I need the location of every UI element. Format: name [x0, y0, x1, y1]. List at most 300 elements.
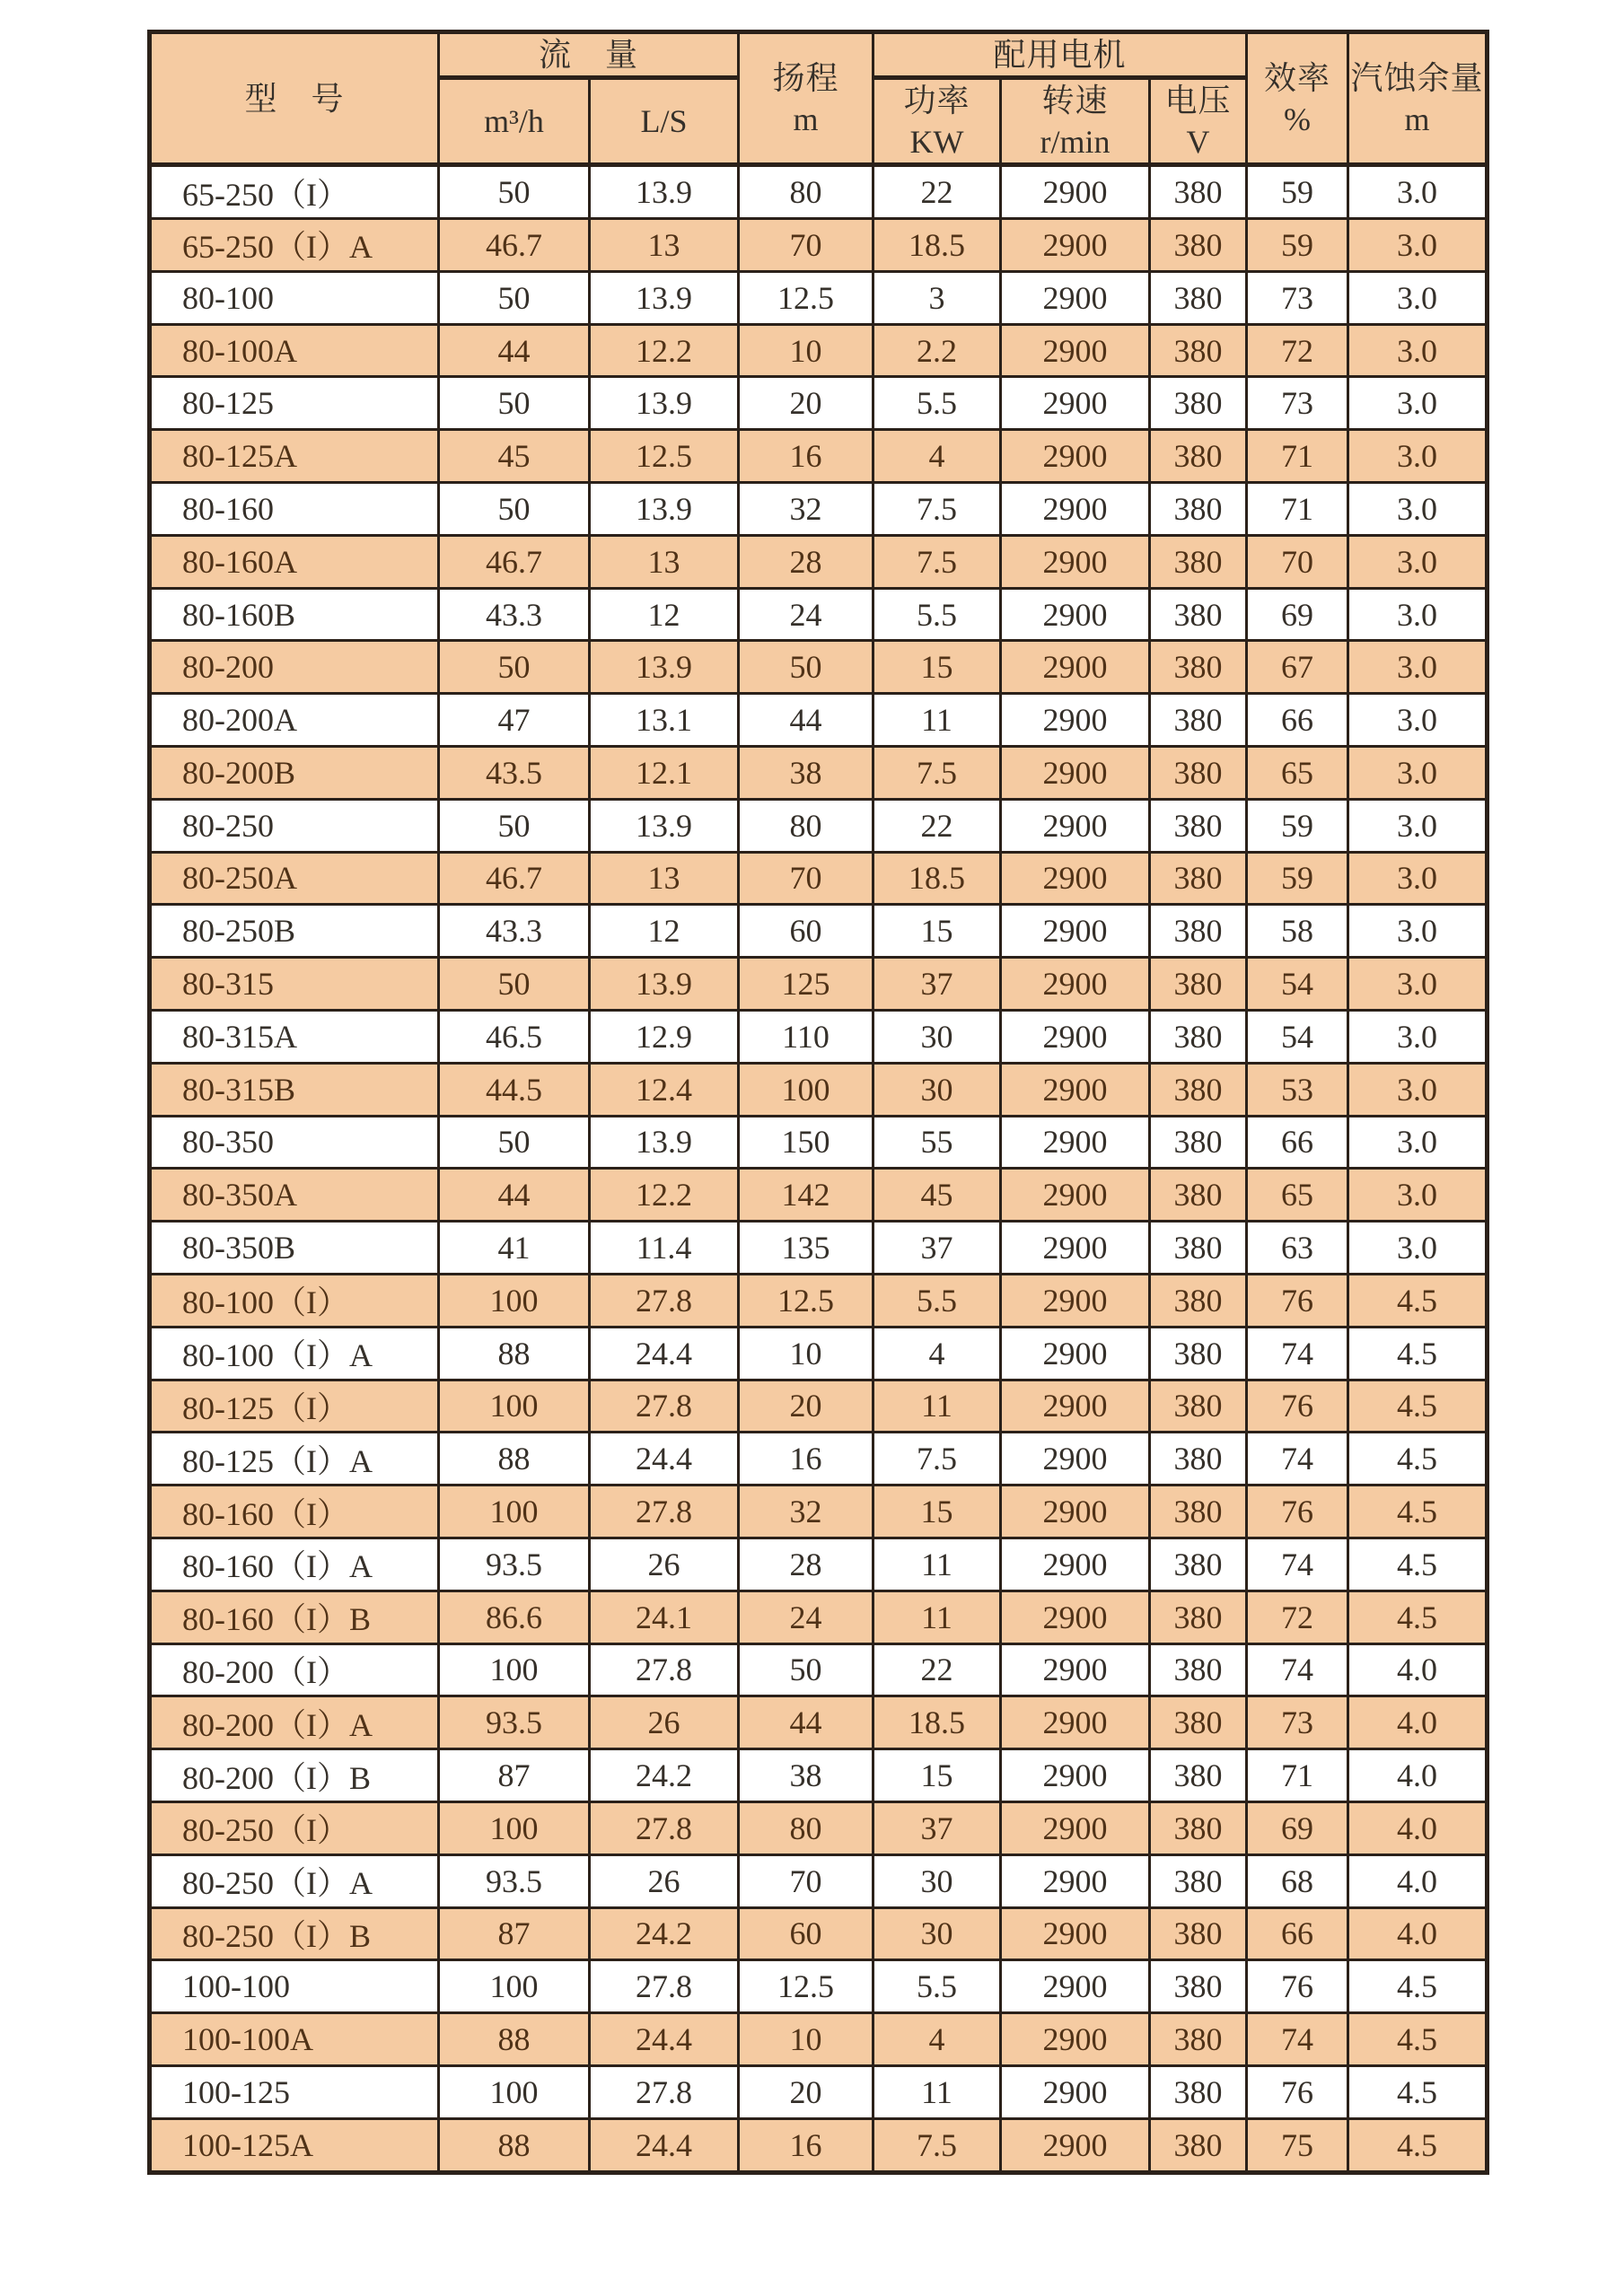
- value-cell: 15: [873, 905, 1001, 958]
- table-row: [150, 852, 1488, 905]
- value-cell: 4: [873, 430, 1001, 483]
- value-cell: 5.5: [873, 1960, 1001, 2013]
- value-cell: 22: [873, 165, 1001, 219]
- value-cell: 86.6: [439, 1591, 590, 1643]
- header-power-label: 功率: [903, 83, 970, 119]
- model-cell: 80-250: [150, 799, 439, 852]
- value-cell: 142: [739, 1169, 873, 1222]
- value-cell: 65: [1247, 747, 1348, 800]
- model-cell: 80-200（I）A: [150, 1696, 439, 1749]
- value-cell: 4.5: [1348, 1591, 1488, 1643]
- value-cell: 380: [1150, 483, 1247, 536]
- table-row: [150, 1274, 1488, 1327]
- value-cell: 43.5: [439, 747, 590, 800]
- value-cell: 380: [1150, 694, 1247, 747]
- value-cell: 80: [739, 165, 873, 219]
- value-cell: 88: [439, 2013, 590, 2066]
- value-cell: 3.0: [1348, 1222, 1488, 1275]
- value-cell: 10: [739, 1327, 873, 1380]
- value-cell: 100: [439, 1643, 590, 1696]
- value-cell: 4: [873, 2013, 1001, 2066]
- model-cell: 80-200（I）B: [150, 1749, 439, 1802]
- value-cell: 70: [1247, 535, 1348, 588]
- value-cell: 3.0: [1348, 219, 1488, 272]
- value-cell: 4.5: [1348, 1380, 1488, 1433]
- header-head-label: 扬程: [772, 59, 839, 96]
- model-cell: 80-100A: [150, 324, 439, 377]
- value-cell: 4.5: [1348, 1327, 1488, 1380]
- value-cell: 380: [1150, 535, 1247, 588]
- value-cell: 3: [873, 271, 1001, 324]
- header-motor: [873, 32, 1247, 78]
- header-voltage: [1150, 78, 1247, 165]
- value-cell: 12.5: [739, 1274, 873, 1327]
- value-cell: 88: [439, 2118, 590, 2172]
- value-cell: 28: [739, 535, 873, 588]
- value-cell: 47: [439, 694, 590, 747]
- table-row: [150, 641, 1488, 694]
- value-cell: 50: [439, 165, 590, 219]
- value-cell: 2900: [1001, 1116, 1150, 1169]
- value-cell: 88: [439, 1327, 590, 1380]
- value-cell: 59: [1247, 852, 1348, 905]
- model-cell: 80-250（I）B: [150, 1907, 439, 1960]
- table-row: [150, 1960, 1488, 2013]
- value-cell: 2900: [1001, 1643, 1150, 1696]
- value-cell: 380: [1150, 377, 1247, 430]
- value-cell: 76: [1247, 1960, 1348, 2013]
- value-cell: 73: [1247, 271, 1348, 324]
- header-speed-label: 转速: [1041, 83, 1109, 119]
- value-cell: 74: [1247, 1327, 1348, 1380]
- value-cell: 27.8: [590, 1960, 739, 2013]
- value-cell: 2900: [1001, 852, 1150, 905]
- value-cell: 24.2: [590, 1749, 739, 1802]
- value-cell: 7.5: [873, 747, 1001, 800]
- value-cell: 11: [873, 2065, 1001, 2118]
- value-cell: 93.5: [439, 1696, 590, 1749]
- value-cell: 24: [739, 588, 873, 641]
- value-cell: 30: [873, 1854, 1001, 1907]
- value-cell: 3.0: [1348, 165, 1488, 219]
- value-cell: 135: [739, 1222, 873, 1275]
- header-voltage-unit: V: [1186, 124, 1210, 161]
- value-cell: 125: [739, 958, 873, 1011]
- value-cell: 59: [1247, 219, 1348, 272]
- value-cell: 2900: [1001, 430, 1150, 483]
- value-cell: 3.0: [1348, 694, 1488, 747]
- value-cell: 12: [590, 588, 739, 641]
- table-header: [150, 32, 1488, 165]
- value-cell: 380: [1150, 1854, 1247, 1907]
- value-cell: 70: [739, 852, 873, 905]
- value-cell: 2900: [1001, 694, 1150, 747]
- value-cell: 69: [1247, 1801, 1348, 1854]
- value-cell: 55: [873, 1116, 1001, 1169]
- table-row: [150, 1749, 1488, 1802]
- table-row: [150, 483, 1488, 536]
- value-cell: 4.5: [1348, 1485, 1488, 1538]
- header-head-unit: m: [793, 101, 819, 137]
- value-cell: 100: [439, 1485, 590, 1538]
- value-cell: 380: [1150, 1591, 1247, 1643]
- value-cell: 100: [439, 1801, 590, 1854]
- table-row: [150, 1380, 1488, 1433]
- value-cell: 44: [739, 1696, 873, 1749]
- value-cell: 24.4: [590, 2118, 739, 2172]
- value-cell: 4.0: [1348, 1643, 1488, 1696]
- value-cell: 16: [739, 430, 873, 483]
- value-cell: 46.7: [439, 219, 590, 272]
- value-cell: 12.9: [590, 1010, 739, 1063]
- value-cell: 2900: [1001, 1327, 1150, 1380]
- value-cell: 54: [1247, 958, 1348, 1011]
- value-cell: 26: [590, 1854, 739, 1907]
- table-row: [150, 2065, 1488, 2118]
- pump-specification-table: [147, 30, 1489, 2175]
- value-cell: 2900: [1001, 905, 1150, 958]
- model-cell: 80-125A: [150, 430, 439, 483]
- value-cell: 65: [1247, 1169, 1348, 1222]
- value-cell: 30: [873, 1063, 1001, 1116]
- table-row: [150, 1169, 1488, 1222]
- value-cell: 24.4: [590, 2013, 739, 2066]
- value-cell: 380: [1150, 1749, 1247, 1802]
- value-cell: 380: [1150, 1222, 1247, 1275]
- value-cell: 45: [439, 430, 590, 483]
- value-cell: 37: [873, 1801, 1001, 1854]
- value-cell: 2900: [1001, 1801, 1150, 1854]
- value-cell: 2900: [1001, 2065, 1150, 2118]
- value-cell: 380: [1150, 1169, 1247, 1222]
- value-cell: 2900: [1001, 219, 1150, 272]
- value-cell: 15: [873, 1749, 1001, 1802]
- value-cell: 50: [439, 958, 590, 1011]
- value-cell: 7.5: [873, 483, 1001, 536]
- value-cell: 20: [739, 1380, 873, 1433]
- value-cell: 380: [1150, 1960, 1247, 2013]
- value-cell: 380: [1150, 588, 1247, 641]
- value-cell: 24.4: [590, 1433, 739, 1485]
- value-cell: 380: [1150, 324, 1247, 377]
- table-row: [150, 271, 1488, 324]
- value-cell: 13.9: [590, 1116, 739, 1169]
- value-cell: 53: [1247, 1063, 1348, 1116]
- value-cell: 5.5: [873, 377, 1001, 430]
- value-cell: 44: [739, 694, 873, 747]
- table-row: [150, 1643, 1488, 1696]
- header-power-unit: KW: [909, 124, 964, 161]
- value-cell: 37: [873, 1222, 1001, 1275]
- value-cell: 380: [1150, 1116, 1247, 1169]
- value-cell: 13.9: [590, 958, 739, 1011]
- model-cell: 80-250A: [150, 852, 439, 905]
- header-speed: [1001, 78, 1150, 165]
- value-cell: 7.5: [873, 1433, 1001, 1485]
- value-cell: 100: [739, 1063, 873, 1116]
- value-cell: 2900: [1001, 588, 1150, 641]
- value-cell: 46.7: [439, 535, 590, 588]
- value-cell: 3.0: [1348, 958, 1488, 1011]
- table-row: [150, 1222, 1488, 1275]
- value-cell: 4.5: [1348, 2065, 1488, 2118]
- value-cell: 76: [1247, 1485, 1348, 1538]
- model-cell: 80-160B: [150, 588, 439, 641]
- value-cell: 41: [439, 1222, 590, 1275]
- value-cell: 4.5: [1348, 1433, 1488, 1485]
- header-efficiency-label: 效率: [1264, 59, 1331, 96]
- value-cell: 2900: [1001, 1274, 1150, 1327]
- value-cell: 11: [873, 1380, 1001, 1433]
- value-cell: 3.0: [1348, 1116, 1488, 1169]
- model-cell: 80-250（I）: [150, 1801, 439, 1854]
- header-efficiency-unit: %: [1284, 101, 1312, 137]
- value-cell: 3.0: [1348, 430, 1488, 483]
- value-cell: 3.0: [1348, 535, 1488, 588]
- value-cell: 43.3: [439, 905, 590, 958]
- model-cell: 80-315B: [150, 1063, 439, 1116]
- value-cell: 73: [1247, 377, 1348, 430]
- value-cell: 71: [1247, 430, 1348, 483]
- table-row: [150, 958, 1488, 1011]
- value-cell: 26: [590, 1538, 739, 1591]
- value-cell: 2900: [1001, 1591, 1150, 1643]
- value-cell: 45: [873, 1169, 1001, 1222]
- value-cell: 2900: [1001, 747, 1150, 800]
- value-cell: 3.0: [1348, 377, 1488, 430]
- value-cell: 27.8: [590, 1274, 739, 1327]
- value-cell: 24: [739, 1591, 873, 1643]
- header-flow: [439, 32, 739, 78]
- value-cell: 50: [739, 1643, 873, 1696]
- value-cell: 44: [439, 1169, 590, 1222]
- value-cell: 74: [1247, 2013, 1348, 2066]
- value-cell: 13: [590, 219, 739, 272]
- value-cell: 2900: [1001, 1907, 1150, 1960]
- value-cell: 380: [1150, 852, 1247, 905]
- value-cell: 20: [739, 2065, 873, 2118]
- model-cell: 65-250（I）A: [150, 219, 439, 272]
- model-cell: 80-160A: [150, 535, 439, 588]
- table-row: [150, 377, 1488, 430]
- value-cell: 74: [1247, 1643, 1348, 1696]
- header-npsh-label: 汽蚀余量: [1350, 59, 1484, 96]
- value-cell: 37: [873, 958, 1001, 1011]
- model-cell: 80-125（I）: [150, 1380, 439, 1433]
- value-cell: 3.0: [1348, 1063, 1488, 1116]
- value-cell: 13.9: [590, 483, 739, 536]
- value-cell: 73: [1247, 1696, 1348, 1749]
- value-cell: 58: [1247, 905, 1348, 958]
- value-cell: 72: [1247, 324, 1348, 377]
- header-efficiency: [1247, 32, 1348, 165]
- value-cell: 80: [739, 799, 873, 852]
- value-cell: 75: [1247, 2118, 1348, 2172]
- value-cell: 13.9: [590, 641, 739, 694]
- value-cell: 13: [590, 852, 739, 905]
- value-cell: 24.1: [590, 1591, 739, 1643]
- value-cell: 4.5: [1348, 2118, 1488, 2172]
- value-cell: 12.5: [590, 430, 739, 483]
- value-cell: 380: [1150, 1327, 1247, 1380]
- table-row: [150, 2013, 1488, 2066]
- table-row: [150, 1696, 1488, 1749]
- value-cell: 3.0: [1348, 852, 1488, 905]
- value-cell: 2900: [1001, 535, 1150, 588]
- value-cell: 2900: [1001, 483, 1150, 536]
- value-cell: 50: [439, 799, 590, 852]
- value-cell: 4.5: [1348, 1538, 1488, 1591]
- model-cell: 100-125A: [150, 2118, 439, 2172]
- value-cell: 4.5: [1348, 1274, 1488, 1327]
- value-cell: 24.4: [590, 1327, 739, 1380]
- value-cell: 100: [439, 1274, 590, 1327]
- value-cell: 12.2: [590, 324, 739, 377]
- model-cell: 80-160（I）: [150, 1485, 439, 1538]
- value-cell: 2900: [1001, 1222, 1150, 1275]
- model-cell: 80-250（I）A: [150, 1854, 439, 1907]
- value-cell: 12.5: [739, 271, 873, 324]
- value-cell: 46.7: [439, 852, 590, 905]
- value-cell: 4.5: [1348, 2013, 1488, 2066]
- value-cell: 20: [739, 377, 873, 430]
- table-row: [150, 2118, 1488, 2172]
- header-head: [739, 32, 873, 165]
- header-flow-label: 流 量: [539, 37, 639, 73]
- value-cell: 380: [1150, 1643, 1247, 1696]
- value-cell: 380: [1150, 1801, 1247, 1854]
- value-cell: 27.8: [590, 1485, 739, 1538]
- model-cell: 80-100（I）A: [150, 1327, 439, 1380]
- value-cell: 93.5: [439, 1538, 590, 1591]
- value-cell: 5.5: [873, 1274, 1001, 1327]
- model-cell: 80-160（I）A: [150, 1538, 439, 1591]
- value-cell: 27.8: [590, 1801, 739, 1854]
- value-cell: 70: [739, 1854, 873, 1907]
- value-cell: 50: [439, 641, 590, 694]
- value-cell: 76: [1247, 1380, 1348, 1433]
- value-cell: 380: [1150, 1010, 1247, 1063]
- value-cell: 60: [739, 1907, 873, 1960]
- model-cell: 80-160: [150, 483, 439, 536]
- value-cell: 11: [873, 694, 1001, 747]
- value-cell: 2900: [1001, 958, 1150, 1011]
- value-cell: 5.5: [873, 588, 1001, 641]
- value-cell: 13: [590, 535, 739, 588]
- value-cell: 110: [739, 1010, 873, 1063]
- value-cell: 68: [1247, 1854, 1348, 1907]
- value-cell: 30: [873, 1010, 1001, 1063]
- model-cell: 100-100: [150, 1960, 439, 2013]
- value-cell: 380: [1150, 747, 1247, 800]
- value-cell: 380: [1150, 799, 1247, 852]
- value-cell: 27.8: [590, 1380, 739, 1433]
- value-cell: 54: [1247, 1010, 1348, 1063]
- model-cell: 80-100: [150, 271, 439, 324]
- header-voltage-label: 电压: [1164, 83, 1232, 119]
- table-row: [150, 1801, 1488, 1854]
- table-row: [150, 747, 1488, 800]
- value-cell: 100: [439, 1380, 590, 1433]
- value-cell: 13.1: [590, 694, 739, 747]
- value-cell: 380: [1150, 219, 1247, 272]
- value-cell: 15: [873, 1485, 1001, 1538]
- value-cell: 63: [1247, 1222, 1348, 1275]
- value-cell: 2900: [1001, 324, 1150, 377]
- value-cell: 2900: [1001, 1169, 1150, 1222]
- value-cell: 7.5: [873, 2118, 1001, 2172]
- model-cell: 80-250B: [150, 905, 439, 958]
- value-cell: 3.0: [1348, 799, 1488, 852]
- value-cell: 380: [1150, 1696, 1247, 1749]
- table-body: [150, 165, 1488, 2172]
- table-row: [150, 1854, 1488, 1907]
- value-cell: 71: [1247, 1749, 1348, 1802]
- value-cell: 11: [873, 1538, 1001, 1591]
- value-cell: 44.5: [439, 1063, 590, 1116]
- model-cell: 80-200（I）: [150, 1643, 439, 1696]
- value-cell: 27.8: [590, 2065, 739, 2118]
- value-cell: 22: [873, 1643, 1001, 1696]
- table-row: [150, 588, 1488, 641]
- table-row: [150, 694, 1488, 747]
- table-row: [150, 1116, 1488, 1169]
- value-cell: 67: [1247, 641, 1348, 694]
- header-model: [150, 32, 439, 165]
- model-cell: 100-100A: [150, 2013, 439, 2066]
- value-cell: 3.0: [1348, 747, 1488, 800]
- pump-spec-table-container: [147, 30, 1489, 2175]
- value-cell: 4: [873, 1327, 1001, 1380]
- value-cell: 380: [1150, 430, 1247, 483]
- value-cell: 10: [739, 2013, 873, 2066]
- table-row: [150, 1010, 1488, 1063]
- value-cell: 74: [1247, 1538, 1348, 1591]
- value-cell: 43.3: [439, 588, 590, 641]
- value-cell: 2900: [1001, 1854, 1150, 1907]
- value-cell: 44: [439, 324, 590, 377]
- model-cell: 80-350B: [150, 1222, 439, 1275]
- value-cell: 380: [1150, 958, 1247, 1011]
- model-cell: 80-200B: [150, 747, 439, 800]
- header-power: [873, 78, 1001, 165]
- model-cell: 80-315A: [150, 1010, 439, 1063]
- value-cell: 2900: [1001, 1749, 1150, 1802]
- value-cell: 380: [1150, 1380, 1247, 1433]
- value-cell: 2900: [1001, 1063, 1150, 1116]
- value-cell: 4.0: [1348, 1749, 1488, 1802]
- model-cell: 80-315: [150, 958, 439, 1011]
- value-cell: 12.5: [739, 1960, 873, 2013]
- table-row: [150, 324, 1488, 377]
- value-cell: 13.9: [590, 271, 739, 324]
- value-cell: 15: [873, 641, 1001, 694]
- table-row: [150, 799, 1488, 852]
- value-cell: 12.2: [590, 1169, 739, 1222]
- table-row: [150, 1485, 1488, 1538]
- value-cell: 3.0: [1348, 641, 1488, 694]
- value-cell: 50: [439, 1116, 590, 1169]
- model-cell: 80-100（I）: [150, 1274, 439, 1327]
- value-cell: 4.0: [1348, 1801, 1488, 1854]
- value-cell: 16: [739, 1433, 873, 1485]
- value-cell: 2900: [1001, 1380, 1150, 1433]
- table-row: [150, 165, 1488, 219]
- value-cell: 2900: [1001, 2013, 1150, 2066]
- model-cell: 80-125: [150, 377, 439, 430]
- value-cell: 66: [1247, 694, 1348, 747]
- value-cell: 18.5: [873, 219, 1001, 272]
